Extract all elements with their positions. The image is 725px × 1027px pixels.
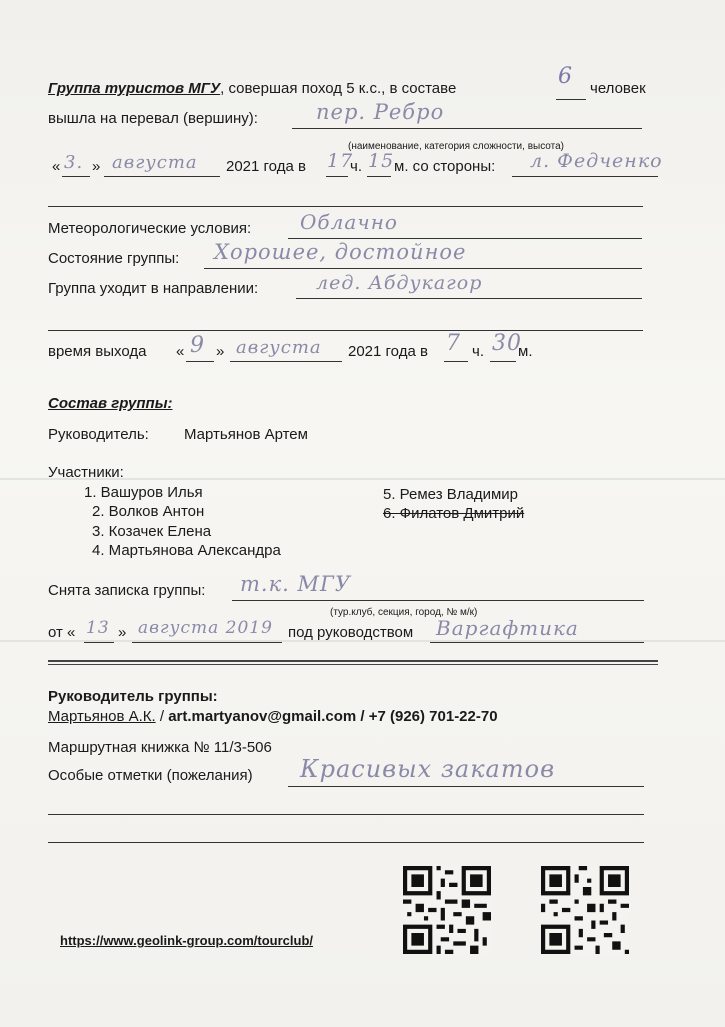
exit-hour-underline xyxy=(444,361,468,362)
exit-minute-label: м. xyxy=(518,343,533,360)
composition-title: Состав группы: xyxy=(48,395,173,412)
count-underline xyxy=(556,99,586,100)
section-divider xyxy=(48,660,658,662)
member-2: 2. Волков Антон xyxy=(92,503,205,520)
exit-quote-close: » xyxy=(216,343,225,360)
blank-line xyxy=(48,814,644,815)
under-label: под руководством xyxy=(288,624,414,641)
qr-code-left xyxy=(403,866,491,954)
weather-underline xyxy=(288,238,642,239)
member-1: 1. Вашуров Илья xyxy=(84,484,203,501)
group-text: , совершая поход 5 к.с., в составе xyxy=(220,80,457,97)
leader-name: Мартьянов Артем xyxy=(184,426,308,443)
exit-label: время выхода xyxy=(48,343,147,360)
under-underline xyxy=(430,642,644,643)
footer-url-link[interactable]: https://www.geolink-group.com/tourclub/ xyxy=(60,933,314,948)
hour-underline xyxy=(326,176,348,177)
qr-code-right xyxy=(541,866,629,954)
state-underline xyxy=(204,268,642,269)
blank-line xyxy=(48,842,644,843)
side-handwritten: л. Федченко xyxy=(530,150,663,172)
removed-label: Снята записка группы: xyxy=(48,582,206,599)
pass-handwritten: пер. Ребро xyxy=(316,100,445,124)
contact-name: Мартьянов А.К. xyxy=(48,708,156,725)
weather-handwritten: Облачно xyxy=(300,210,398,234)
day-handwritten: 3. xyxy=(64,152,84,173)
from-month-handwritten: августа 2019 xyxy=(138,618,273,638)
blank-line xyxy=(48,330,643,331)
group-line xyxy=(48,80,456,98)
exit-day-handwritten: 9 xyxy=(190,333,205,358)
exit-minute-underline xyxy=(490,361,516,362)
removed-caption: (тур.клуб, секция, город, № м/к) xyxy=(330,607,478,618)
pass-caption: (наименование, категория сложности, высота) xyxy=(348,141,565,152)
contact-sep: / xyxy=(155,708,169,725)
hour-label: ч. xyxy=(350,158,362,175)
member-6: 6. Филатов Дмитрий xyxy=(383,505,525,522)
direction-label: Группа уходит в направлении: xyxy=(48,280,259,297)
from-close: » xyxy=(118,624,127,641)
contact-details: art.martyanov@gmail.com / +7 (926) 701-22-70 xyxy=(168,708,498,725)
member-4: 4. Мартьянова Александра xyxy=(92,542,281,559)
side-label: м. со стороны: xyxy=(394,158,496,175)
contact-title: Руководитель группы: xyxy=(48,688,218,705)
removed-handwritten: т.к. МГУ xyxy=(240,572,352,596)
weather-label: Метеорологические условия: xyxy=(48,220,252,237)
from-label: от « xyxy=(48,624,76,641)
day-underline xyxy=(62,176,90,177)
pass-label: вышла на перевал (вершину): xyxy=(48,110,258,127)
exit-month-handwritten: августа xyxy=(236,337,322,358)
blank-line xyxy=(48,206,643,207)
direction-underline xyxy=(296,298,642,299)
direction-handwritten: лед. Абдукагор xyxy=(316,272,483,294)
under-handwritten: Варгафтика xyxy=(436,616,579,640)
section-divider xyxy=(48,664,658,665)
exit-year: 2021 года в xyxy=(348,343,428,360)
contact-line xyxy=(48,708,498,726)
people-word: человек xyxy=(590,80,646,97)
removed-underline xyxy=(232,600,644,601)
wishes-handwritten: Красивых закатов xyxy=(300,755,556,783)
month-underline xyxy=(104,176,220,177)
minute-handwritten: 15 xyxy=(368,150,395,172)
minute-underline xyxy=(367,176,391,177)
leader-label: Руководитель: xyxy=(48,426,149,443)
from-month-underline xyxy=(132,642,282,643)
route-book: Маршрутная книжка № 11/3-506 xyxy=(48,739,272,756)
date-quote-open: « xyxy=(52,158,61,175)
exit-quote-open: « xyxy=(176,343,185,360)
date-quote-close: » xyxy=(92,158,101,175)
exit-minute-handwritten: 30 xyxy=(492,331,522,356)
exit-day-underline xyxy=(186,361,214,362)
month-handwritten: августа xyxy=(112,152,198,173)
pass-underline xyxy=(292,128,642,129)
state-label: Состояние группы: xyxy=(48,250,180,267)
hour-handwritten: 17 xyxy=(327,150,354,172)
state-handwritten: Хорошее, достойное xyxy=(214,240,467,264)
group-title: Группа туристов МГУ xyxy=(48,80,221,97)
wishes-label: Особые отметки (пожелания) xyxy=(48,767,253,784)
exit-month-underline xyxy=(230,361,342,362)
year-text: 2021 года в xyxy=(226,158,306,175)
from-day-underline xyxy=(84,642,114,643)
exit-hour-label: ч. xyxy=(472,343,484,360)
count-handwritten: 6 xyxy=(558,64,573,89)
wishes-underline xyxy=(288,786,644,787)
participants-label: Участники: xyxy=(48,464,124,481)
exit-hour-handwritten: 7 xyxy=(446,331,461,356)
member-5: 5. Ремез Владимир xyxy=(383,486,518,503)
member-3: 3. Козачек Елена xyxy=(92,523,212,540)
from-day-handwritten: 13 xyxy=(86,618,110,638)
side-underline xyxy=(512,176,658,177)
